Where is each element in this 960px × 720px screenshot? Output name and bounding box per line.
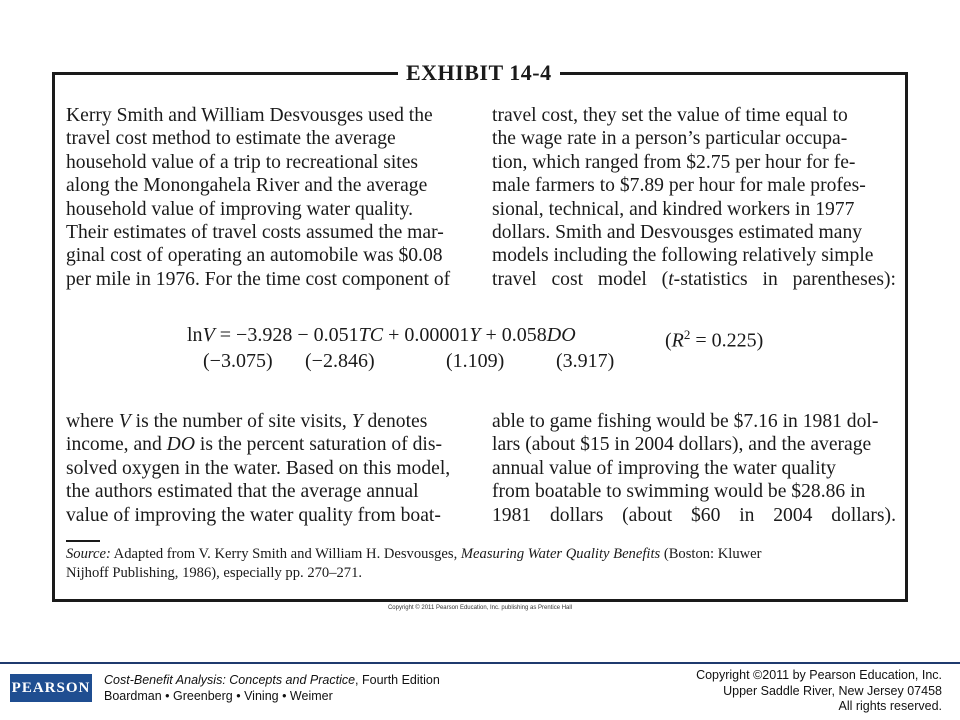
text-line: value of improving the water quality from boat-	[66, 504, 441, 526]
text-column-top-right	[492, 104, 896, 291]
footer-divider	[0, 662, 960, 664]
exhibit-title: EXHIBIT 14-4	[398, 60, 560, 86]
text-line: models including the following relatively simple	[492, 245, 874, 267]
text-column-bottom-right	[492, 410, 896, 527]
text-line: able to game fishing would be $7.16 in 1981 dol-	[492, 411, 879, 432]
r-squared: $(R^2 = 0.225)$	[665, 327, 764, 352]
t-statistic: (1.109)	[446, 350, 505, 372]
text-line: the wage rate in a person’s particular occupa-	[492, 128, 848, 150]
book-title-line: Cost-Benefit Analysis: Concepts and Practice, Fourth Edition	[104, 673, 440, 687]
pearson-logo: PEARSON	[10, 674, 92, 702]
source-line: Source: Adapted from V. Kerry Smith and William H. Desvousges, Measuring Water Quality Benefits (Boston: Kluwer	[66, 546, 762, 562]
source-line: Nijhoff Publishing, 1986), especially pp. 270–271.	[66, 565, 363, 581]
exhibit-copyright: Copyright © 2011 Pearson Education, Inc. publishing as Prentice Hall	[387, 605, 573, 611]
rights-line: All rights reserved.	[838, 699, 942, 713]
book-info	[104, 672, 440, 704]
text-line: dollars. Smith and Desvousges estimated many	[492, 222, 863, 244]
text-line: household value of a trip to recreational sites	[66, 151, 419, 173]
equation-line: lnV = −3.928 − 0.051TC + 0.00001Y + 0.058DO	[187, 324, 576, 346]
text-line: solved oxygen in the water. Based on this model,	[66, 457, 451, 479]
text-line: from boatable to swimming would be $28.86 in	[492, 481, 866, 503]
text-line: ginal cost of operating an automobile was $0.08	[66, 245, 443, 267]
rights-line: Upper Saddle River, New Jersey 07458	[723, 683, 942, 698]
text-line: along the Monongahela River and the average	[66, 175, 428, 197]
text-line: annual value of improving the water quality	[492, 457, 836, 479]
text-line: income, and DO is the percent saturation of dis-	[66, 434, 443, 456]
rights-line: Copyright ©2011 by Pearson Education, Inc.	[696, 668, 942, 682]
source-citation	[66, 545, 886, 583]
text-line: Kerry Smith and William Desvousges used the	[66, 105, 433, 126]
source-divider	[66, 540, 100, 542]
text-line: male farmers to $7.89 per hour for male profes-	[492, 175, 866, 197]
rights-notice	[696, 668, 942, 715]
book-authors: Boardman • Greenberg • Vining • Weimer	[104, 689, 333, 703]
t-statistic: (3.917)	[556, 350, 615, 372]
text-line: per mile in 1976. For the time cost component of	[66, 268, 451, 290]
text-line: tion, which ranged from $2.75 per hour for fe-	[492, 151, 856, 173]
text-column-bottom-left	[66, 410, 470, 527]
text-line: lars (about $15 in 2004 dollars), and the average	[492, 434, 872, 456]
text-column-top-left	[66, 104, 470, 291]
text-line: Their estimates of travel costs assumed the mar-	[66, 222, 444, 244]
text-line: travel cost method to estimate the average	[66, 128, 396, 150]
text-line: where V is the number of site visits, Y denotes	[66, 411, 428, 432]
text-line: travel cost model (t-statistics in parentheses):	[492, 268, 896, 290]
text-line: the authors estimated that the average annual	[66, 481, 419, 503]
text-line: 1981 dollars (about $60 in 2004 dollars).	[492, 504, 896, 526]
text-line: household value of improving water quality.	[66, 198, 413, 220]
t-statistic: (−2.846)	[305, 350, 375, 372]
text-line: sional, technical, and kindred workers in 1977	[492, 198, 855, 220]
t-statistic: (−3.075)	[203, 350, 273, 372]
text-line: travel cost, they set the value of time equal to	[492, 105, 848, 126]
